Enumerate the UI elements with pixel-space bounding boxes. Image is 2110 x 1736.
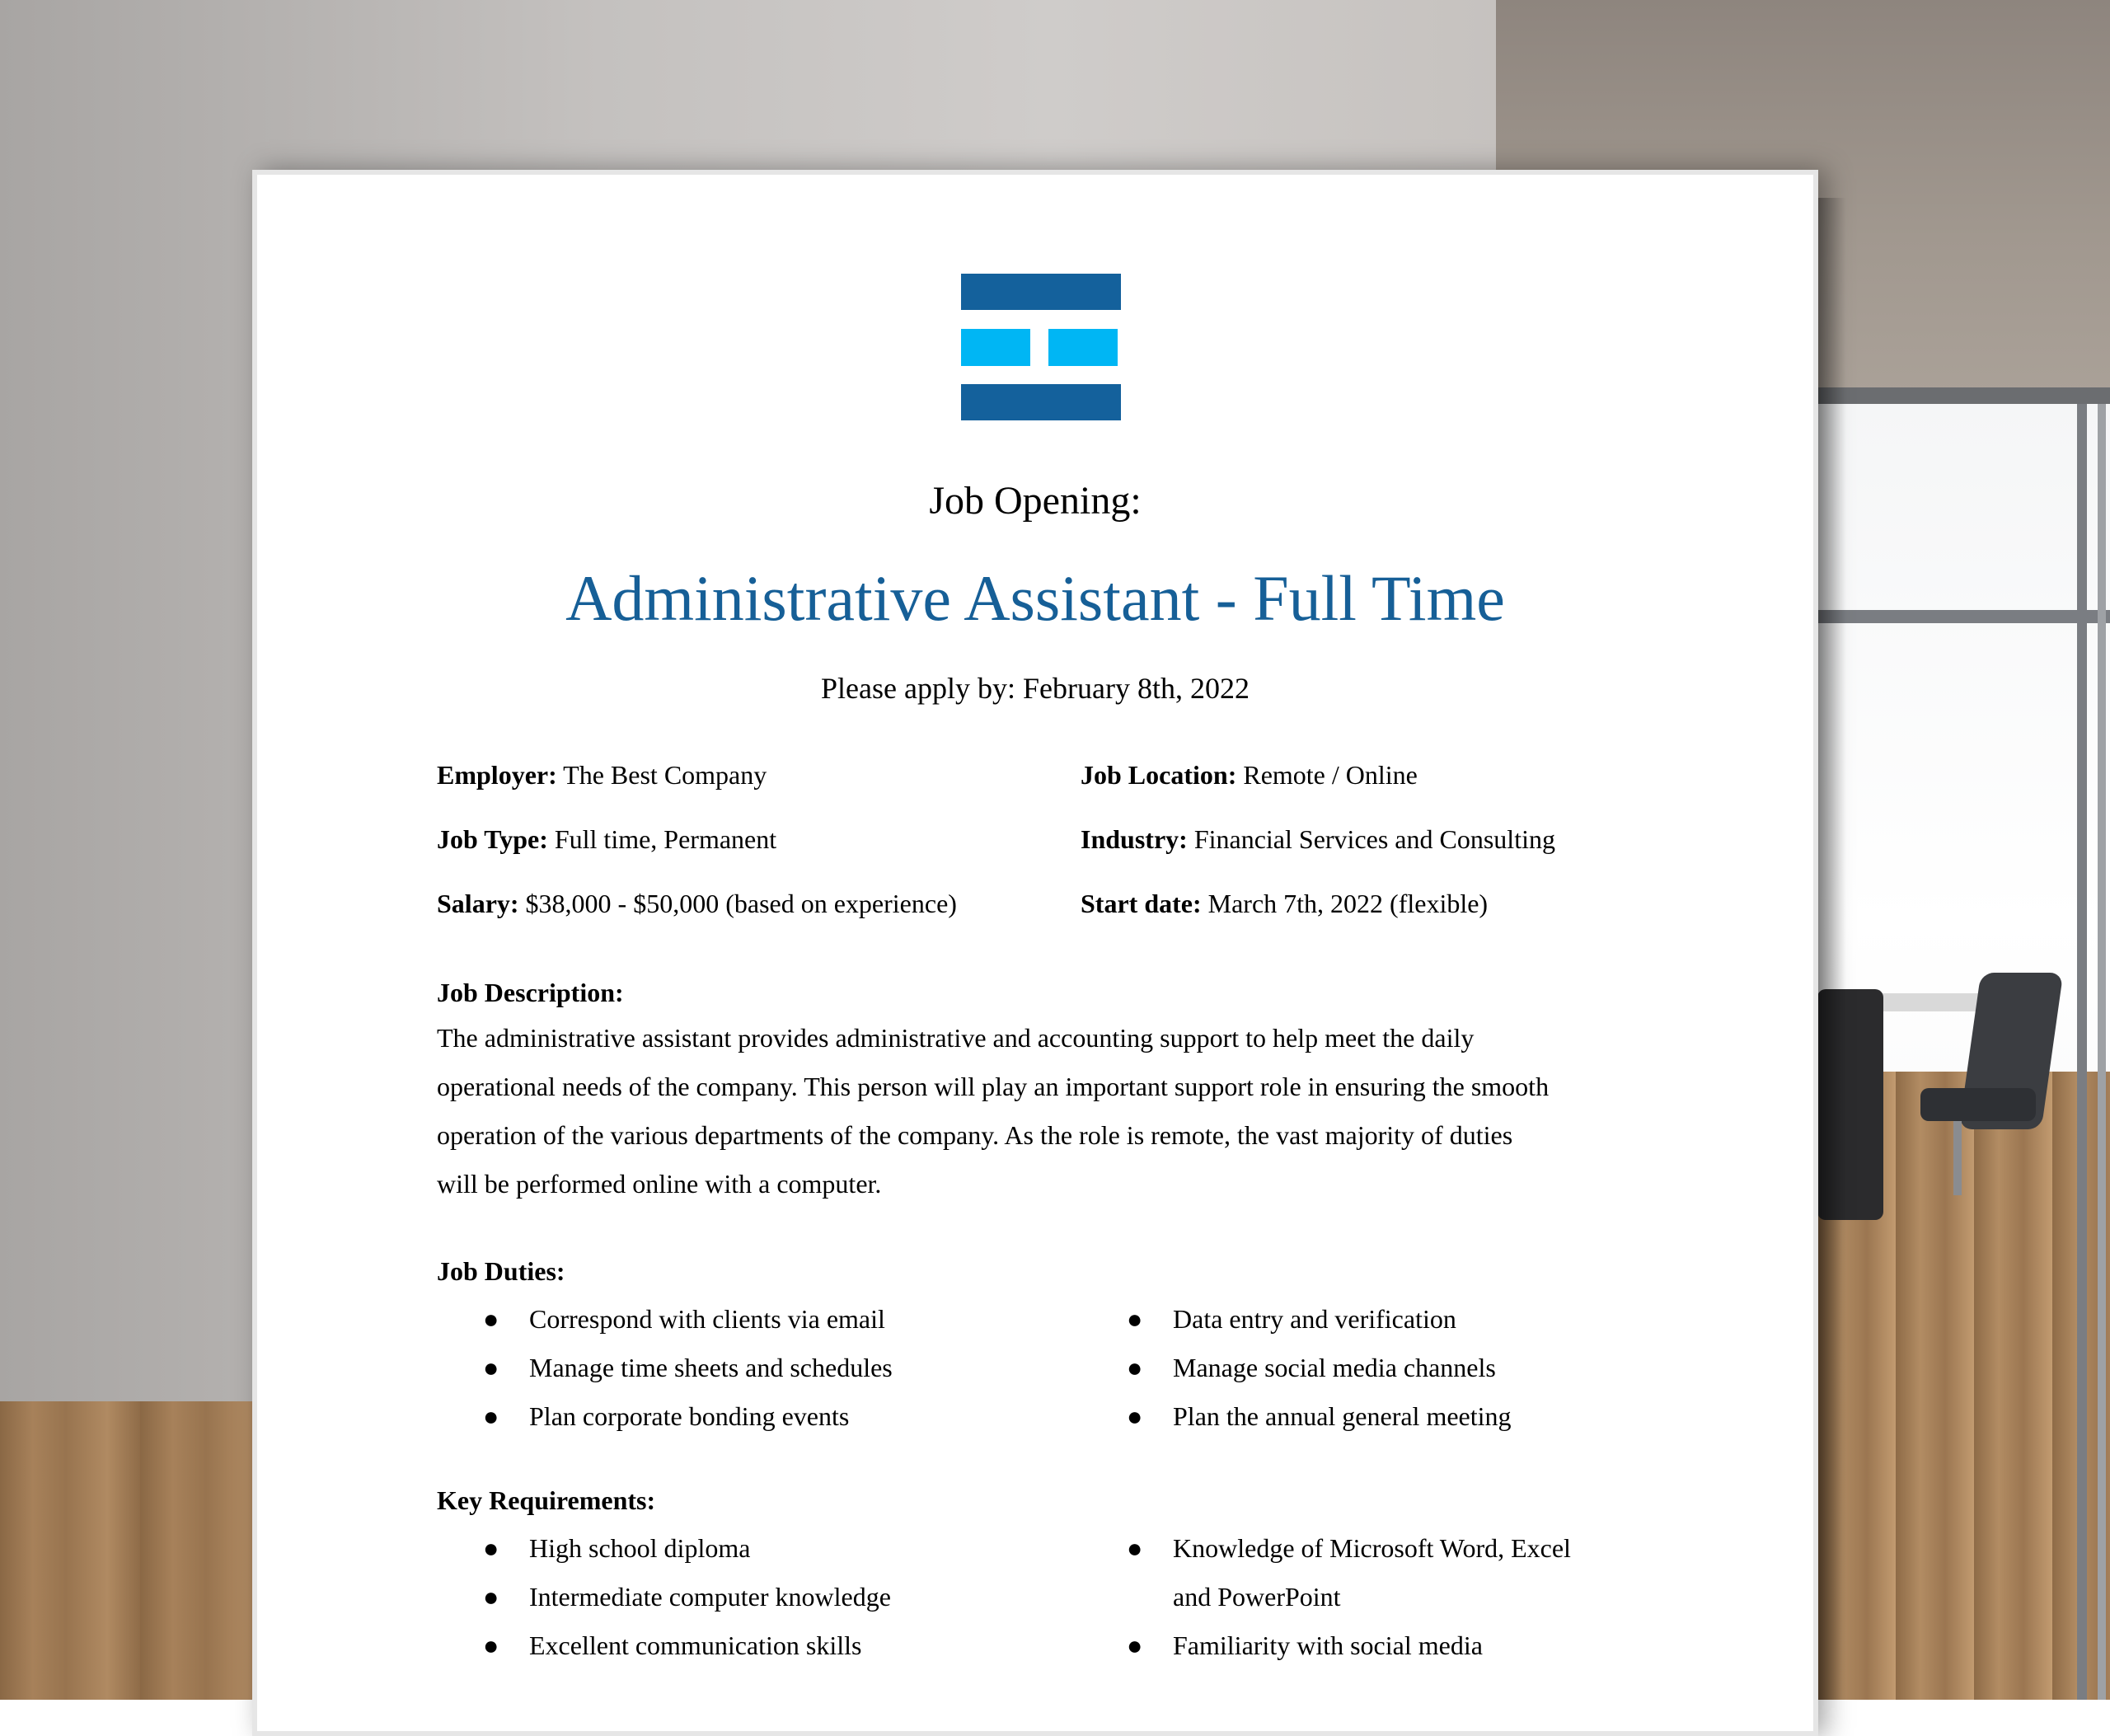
apply-by-date: Please apply by: February 8th, 2022 — [821, 672, 1250, 705]
detail-start-date: Start date: March 7th, 2022 (flexible) — [1081, 889, 1489, 918]
detail-industry: Industry: Financial Services and Consulting — [1081, 824, 1555, 854]
detail-location: Job Location: Remote / Online — [1081, 760, 1418, 790]
window-frame — [2098, 404, 2106, 1700]
description-line: operational needs of the company. This person will play an important support role in ensuring the smooth — [437, 1072, 1550, 1101]
description-heading: Job Description: — [437, 978, 624, 1007]
description-line: The administrative assistant provides administrative and accounting support to help meet the daily — [437, 1023, 1475, 1053]
requirements-heading: Key Requirements: — [437, 1485, 656, 1515]
description-line: operation of the various departments of the company. As the role is remote, the vast majority of duties — [437, 1120, 1513, 1150]
description-paragraph — [437, 1014, 1673, 1208]
window-frame — [2077, 404, 2087, 1700]
job-opening-label: Job Opening: — [929, 479, 1142, 523]
window-frame — [1817, 610, 2110, 623]
job-title: Administrative Assistant - Full Time — [565, 562, 1505, 634]
detail-job-type: Job Type: Full time, Permanent — [437, 824, 777, 854]
job-posting-document: Job Opening: Administrative Assistant - Full Time Please apply by: February 8th, 2022 Employer: The Best Company Job Type: Full time, Permanent Salary: $38,000 - $50,000 (based on experience) Job Location: Remote / Online Industry: Financial Services and Consulting Start date: March 7th, 2022 (flexible) Job Description: The administrative assistant provides administrative and accounting support to help meet the daily operational needs of the company. This person will play an important support role in ensuring the smooth operation of the various departments of the company. As the role is remote, the vast majority of duties will be performed online with a computer. Job Duties: ● Correspond with clients via email ● Manage time sheets and schedules ● Plan corporate bonding events ● Data entry and verification ● Manage social media channels ● Plan the annual general meeting Key Requirements: ● High school diploma ● Intermediate computer knowledge ● Excellent communication skills ● Knowledge of Microsoft Word, Excel and PowerPoint ● Familiarity with social media — [252, 170, 1818, 1736]
detail-employer: Employer: The Best Company — [437, 760, 767, 790]
detail-salary: Salary: $38,000 - $50,000 (based on experience) — [437, 889, 957, 918]
office-chair-base — [1953, 1121, 1962, 1195]
company-logo-icon — [961, 274, 1121, 420]
description-line: will be performed online with a computer. — [437, 1169, 882, 1199]
duties-heading: Job Duties: — [437, 1256, 565, 1286]
office-chair-seat — [1920, 1088, 2036, 1121]
